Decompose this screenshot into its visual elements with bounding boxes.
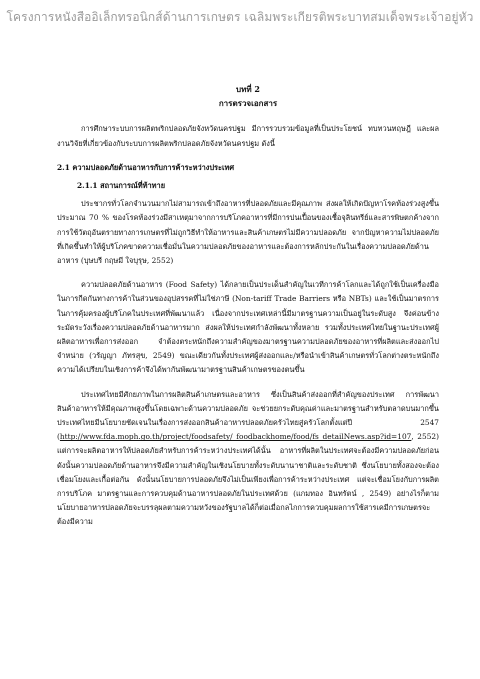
paragraph-3: [57, 388, 439, 530]
chapter-number: บทที่ 2: [236, 84, 260, 94]
paragraph-3-text-b: , 2552) แต่การจะผลิตอาหารให้ปลอดภัยสำหรับการค้าระหว่างประเทศได้นั้น อาหารที่ผลิตในประเทศจะต้องมีความปลอดภัยก่อน ดังนั้นความปลอดภัยด้านอาหารจึงมีความสำคัญในเชิงนโยบายทั้งระดับนานาชาติและระดับชาติ ซึ่งนโยบายทั้งสองจะต้องเชื่อมโยงและเกื้อต่อกัน ดังนั้นนโยบายการปลอดภัยจึงไม่เป็นเพียงเพื่อการค้าระหว่างประเทศ แต่จะเชื่อมโยงกับการผลิต การบริโภค มาตรฐานและการควบคุมด้านอาหารปลอดภัยในประเทศด้วย (แกมทอง อินทรัตน์ , 2549) อย่างไรก็ตาม นโยบายอาหารปลอดภัยจะบรรลุผลตามความหวังของรัฐบาลได้ก็ต่อเมื่อกลไกการควบคุมผลการใช้สารเคมีการเกษตรจะต้องมีความ: [57, 432, 439, 527]
chapter-title: การตรวจเอกสาร: [218, 98, 278, 109]
subsection-heading: 2.1.1 สถานการณ์ที่ท้าทาย: [77, 181, 166, 191]
paragraph-3-text-a: ประเทศไทยมีศักยภาพในการผลิตสินค้าเกษตรและอาหาร ซึ่งเป็นสินค้าส่งออกที่สำคัญของประเทศ การพัฒนาสินค้าอาหารให้มีคุณภาพสูงขึ้นโดยเฉพาะด้านความปลอดภัย จะช่วยยกระดับคุณค่าและมาตรฐานสำหรับตลาดบนมากขึ้น ประเทศไทยมีนโยบายชัดเจนในเรื่องการส่งออกสินค้าอาหารปลอดภัยครัวไทยสู่ครัวโลกตั้งแต่ปี 2547 (: [57, 389, 439, 442]
page-body: [57, 82, 439, 540]
paragraph-2: ความปลอดภัยด้านอาหาร (Food Safety) ได้กลายเป็นประเด็นสำคัญในเวทีการค้าโลกและได้ถูกใช้เป็นเครื่องมือในการกีดกันทางการค้าในส่วนของอุปสรรคที่ไม่ใช่ภาษี (Non-tariff Trade Barriers หรือ NBTs) และใช้เป็นมาตรการในการคุ้มครองผู้บริโภคในประเทศที่พัฒนาแล้ว เนื่องจากประเทศเหล่านี้มีมาตรฐานความเป็นอยู่ในระดับสูง จึงค่อนข้างระมัดระวังเรื่องความปลอดภัยด้านอาหารมาก ส่งผลให้ประเทศกำลังพัฒนาทั้งหลาย รวมทั้งประเทศไทยในฐานะประเทศผู้ผลิตอาหารเพื่อการส่งออก จำต้องตระหนักถึงความสำคัญของมาตรฐานความปลอดภัยของอาหารที่ผลิตและส่งออกไปจำหน่าย (วรัญญา ภัทรสุข, 2549) ขณะเดียวกันทั้งประเทศผู้ส่งออกและ/หรือนำเข้าสินค้าเกษตรทั่วโลกต่างตระหนักถึงความได้เปรียบในเชิงการค้าจึงได้พากันพัฒนามาตรฐานสินค้าเกษตรของตนขึ้น: [57, 280, 439, 375]
paragraph-1: ประชากรทั่วโลกจำนวนมากไม่สามารถเข้าถึงอาหารที่ปลอดภัยและมีคุณภาพ ส่งผลให้เกิดปัญหาโรคท้องร่วงสูงขึ้น ประมาณ 70 % ของโรคท้องร่วงมีสาเหตุมาจากการบริโภคอาหารที่มีการปนเปื้อนของเชื้อจุลินทรีย์และสารพิษตกค้างจากการใช้วัตถุอันตรายทางการเกษตรที่ไม่ถูกวิธีทำให้อาหารและสินค้าเกษตรไม่มีความปลอดภัย จากปัญหาความไม่ปลอดภัยที่เกิดขึ้นทำให้ผู้บริโภคขาดความเชื่อมั่นในความปลอดภัยของอาหารและต้องการหลักประกันในเรื่องความปลอดภัยด้านอาหาร (บุษบรี กฤษมี ใจบุรุษ, 2552): [57, 199, 439, 266]
section-heading: 2.1 ความปลอดภัยด้านอาหารกับการค้าระหว่างประเทศ: [57, 162, 235, 172]
fda-reference-link[interactable]: http://www.fda.moph.go.th/project/foodsafety/ foodbackhome/food/fs_detailNews.asp?id=107: [59, 432, 412, 442]
intro-paragraph: การศึกษาระบบการผลิตพริกปลอดภัยจังหวัดนครปฐม มีการรวบรวมข้อมูลที่เป็นประโยชน์ ทบทวนทฤษฎี และผลงานวิจัยที่เกี่ยวข้องกับระบบการผลิตพริกปลอดภัยจังหวัดนครปฐม ดังนี้: [57, 124, 439, 148]
running-header: โครงการหนังสืออิเล็กทรอนิกส์ด้านการเกษตร เฉลิมพระเกียรติพระบาทสมเด็จพระเจ้าอยู่หัว: [6, 10, 474, 24]
